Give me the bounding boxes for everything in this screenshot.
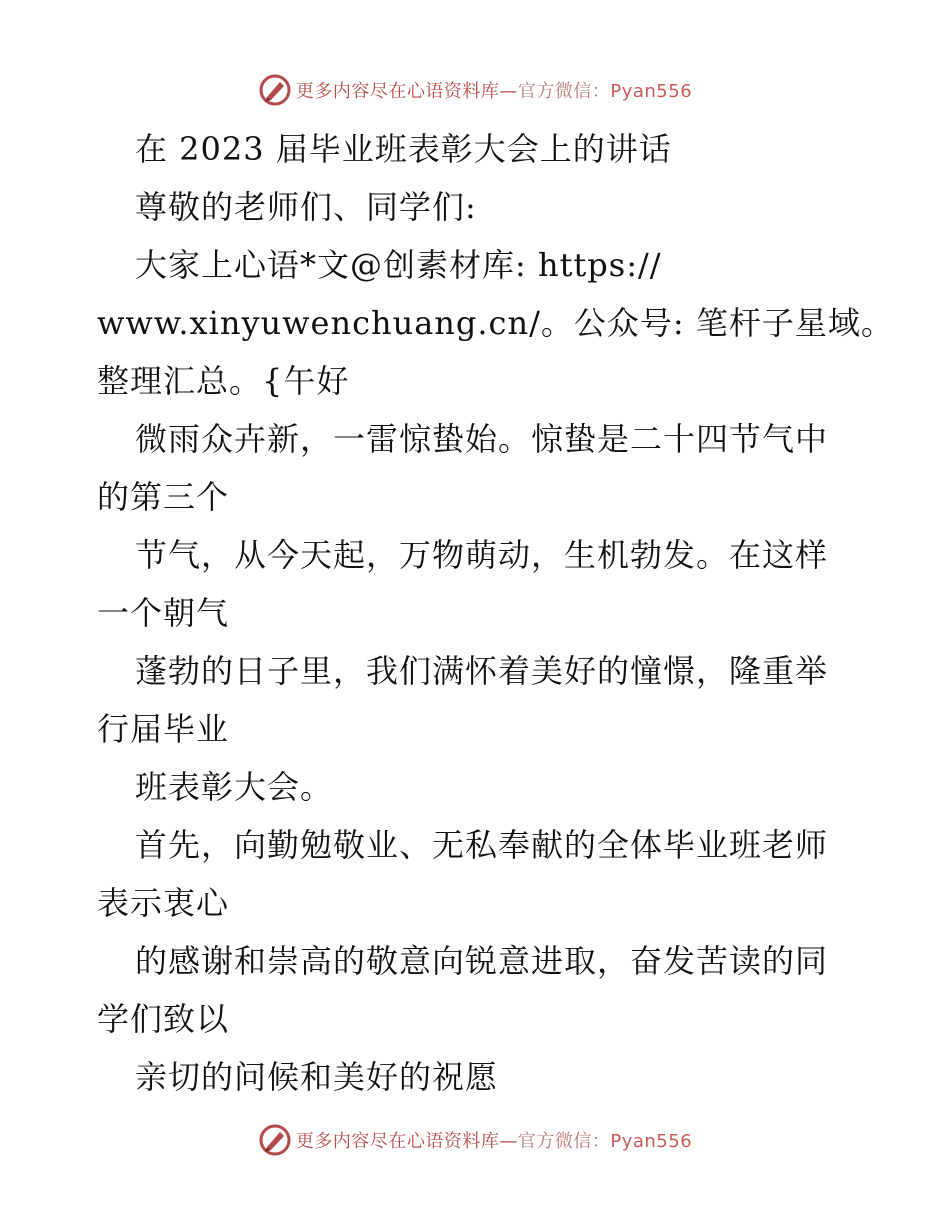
banner-wechat-id: Pyan556 [610, 81, 693, 102]
banner-text [296, 77, 692, 103]
banner-label: 官方微信： [517, 1131, 611, 1152]
text-line: 节气，从今天起，万物萌动，生机勃发。在这样 [135, 536, 829, 574]
banner-main-text: 更多内容尽在心语资料库 [295, 1131, 500, 1152]
text-line: 大家上心语*文@创素材库: https:// [135, 246, 662, 284]
banner-label: 官方微信： [517, 81, 611, 102]
text-line: 蓬勃的日子里，我们满怀着美好的憧憬，隆重举 [135, 652, 829, 690]
text-line: 在 2023 届毕业班表彰大会上的讲话 [135, 130, 672, 168]
pen-logo-icon [258, 1123, 292, 1157]
text-line: 尊敬的老师们、同学们: [135, 188, 477, 226]
banner-separator: — [499, 1131, 518, 1152]
text-line: 的感谢和崇高的敬意向锐意进取，奋发苦读的同 [135, 942, 829, 980]
text-line: 班表彰大会。 [135, 768, 334, 806]
banner-separator: — [499, 81, 518, 102]
text-line: 一个朝气 [97, 594, 230, 632]
text-line: 行届毕业 [97, 710, 230, 748]
pen-logo-icon [258, 73, 292, 107]
text-line: www.xinyuwenchuang.cn/。公众号: 笔杆子星域。 [97, 304, 894, 342]
text-line: 表示衷心 [97, 884, 230, 922]
text-line: 的第三个 [97, 478, 230, 516]
header-watermark-banner [0, 70, 950, 110]
text-line: 微雨众卉新，一雷惊蛰始。惊蛰是二十四节气中 [135, 420, 829, 458]
banner-wechat-id: Pyan556 [610, 1131, 693, 1152]
text-line: 亲切的问候和美好的祝愿 [135, 1058, 499, 1096]
banner-text [296, 1127, 692, 1153]
document-body [97, 120, 894, 1106]
banner-main-text: 更多内容尽在心语资料库 [295, 81, 500, 102]
text-line: 首先，向勤勉敬业、无私奉献的全体毕业班老师 [135, 826, 829, 864]
text-line: 整理汇总。{午好 [97, 362, 350, 400]
footer-watermark-banner [0, 1120, 950, 1160]
text-line: 学们致以 [97, 1000, 230, 1038]
